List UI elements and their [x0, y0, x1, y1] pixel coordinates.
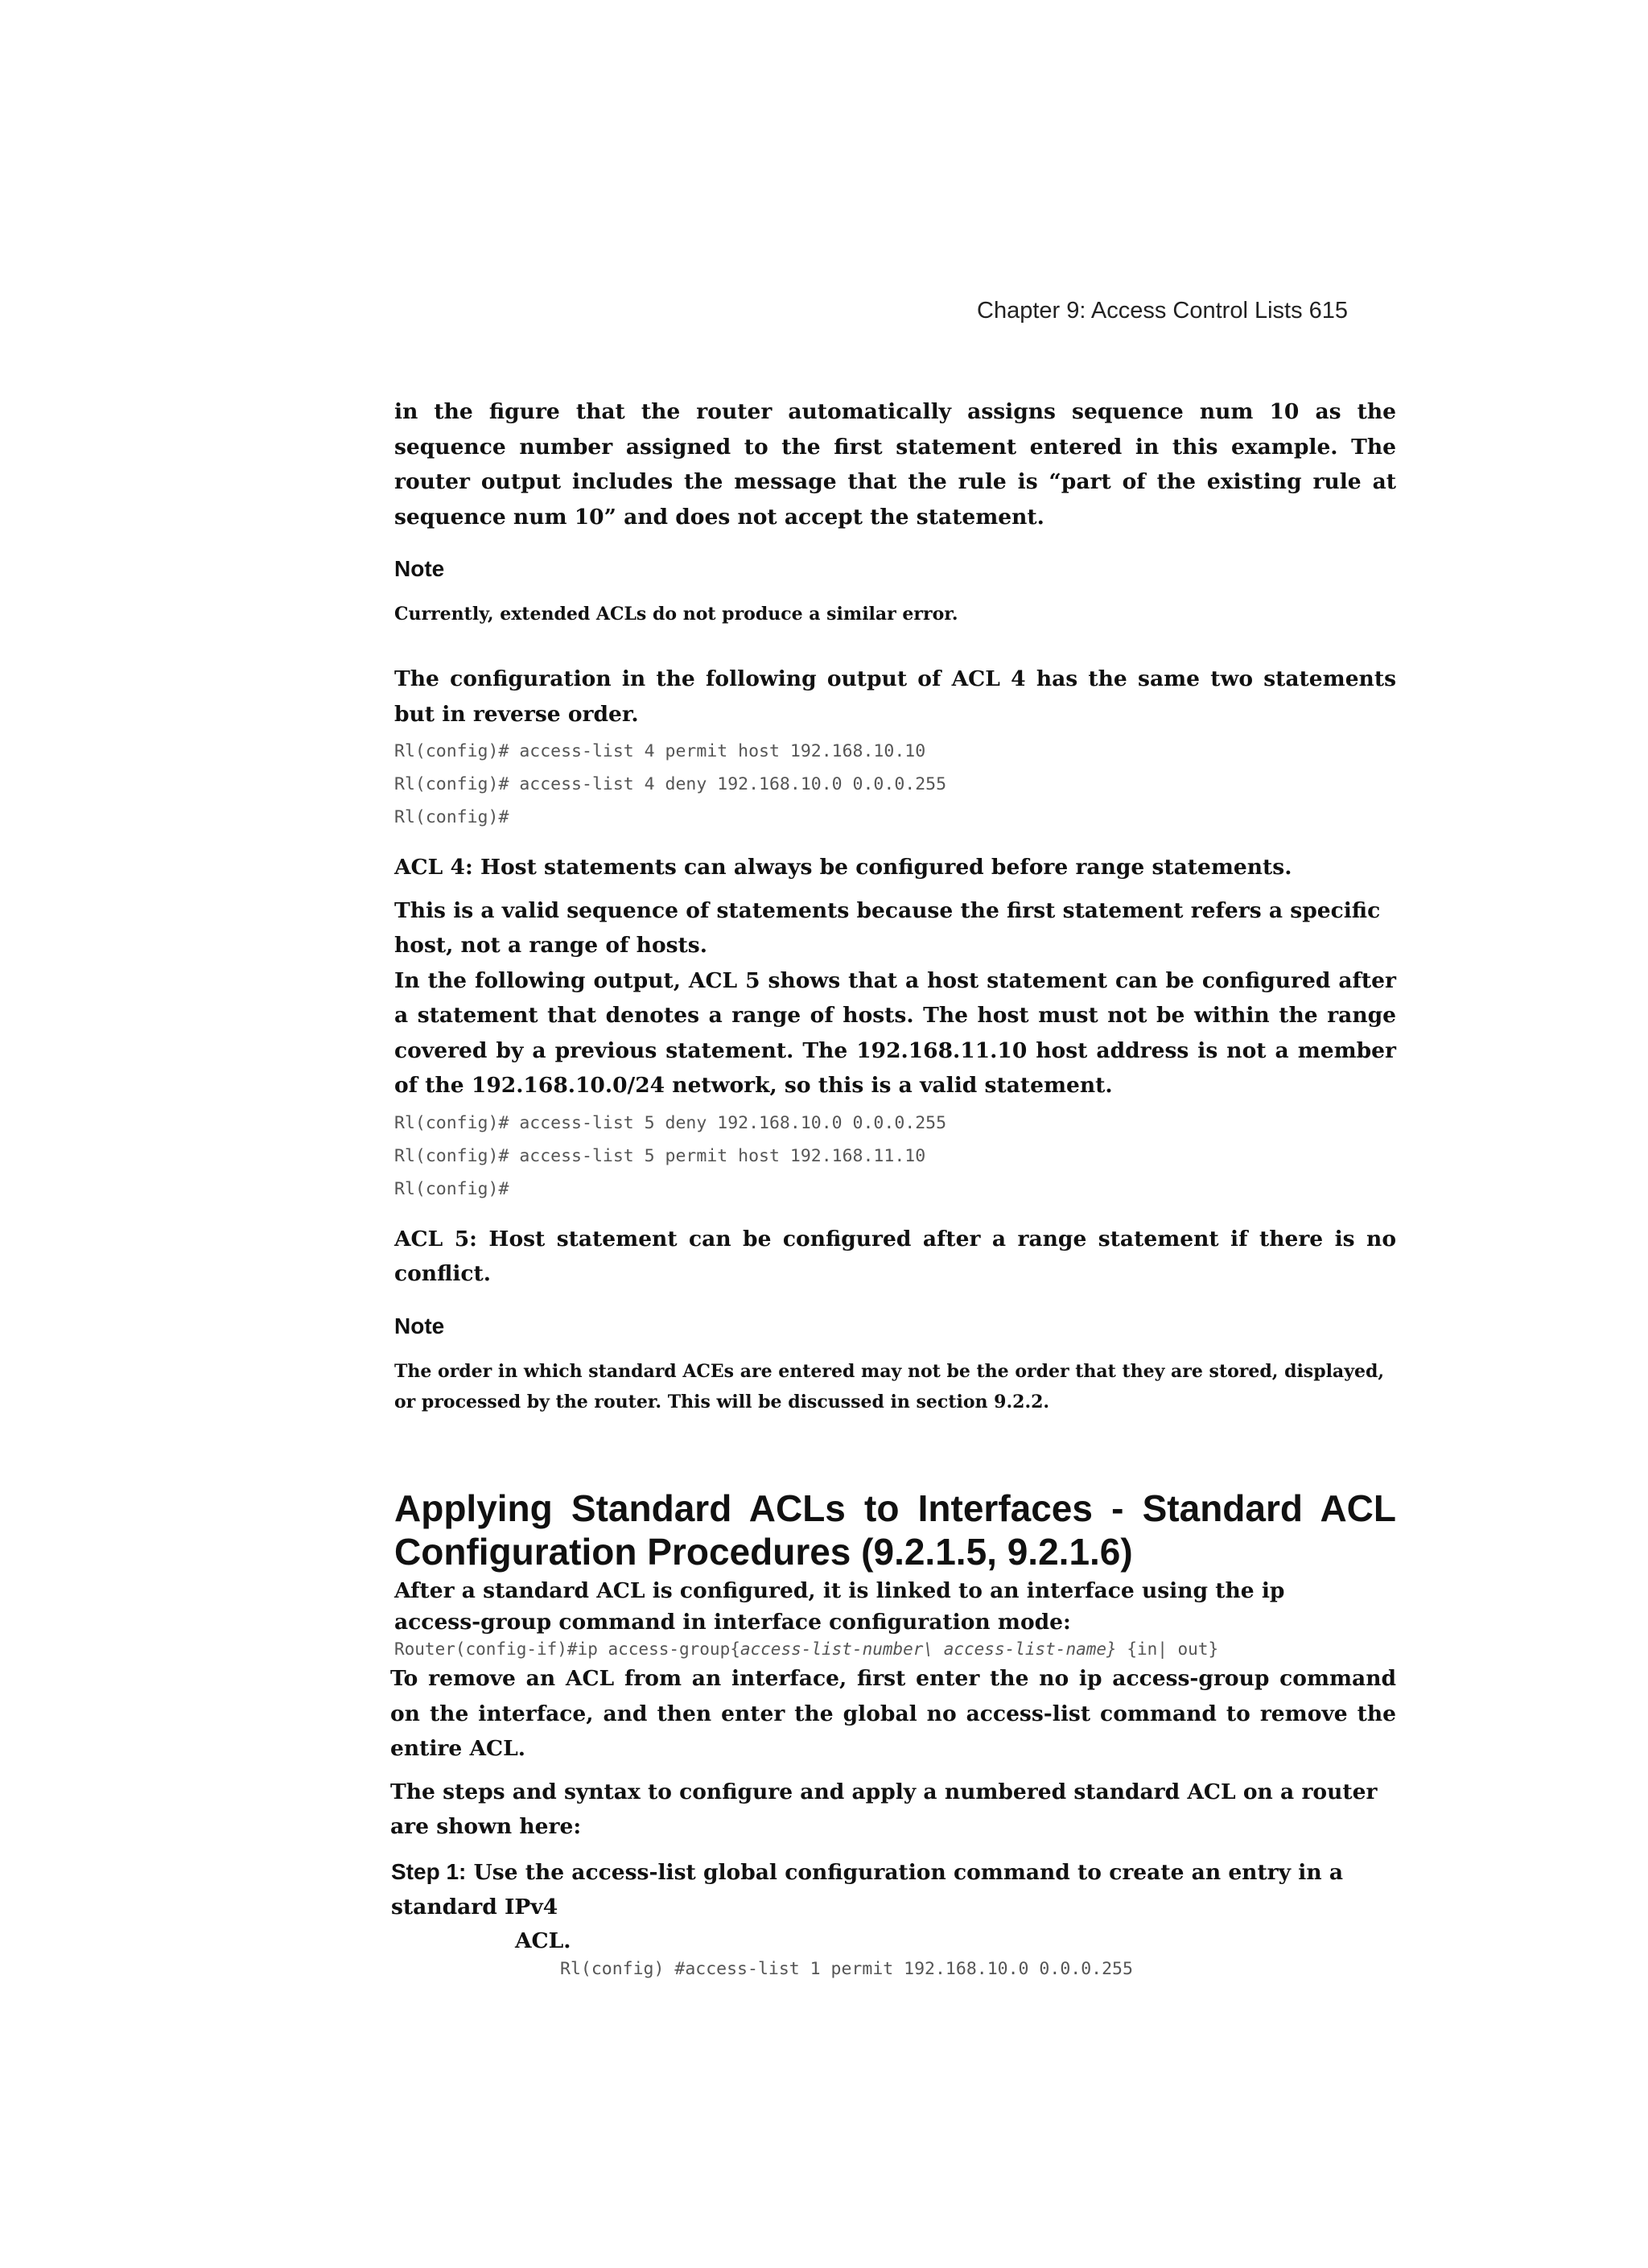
syntax-prefix: Router(config-if)#ip access-group{ — [394, 1639, 740, 1659]
code-line: Rl(config)# access-list 5 deny 192.168.10.0 0.0.0.255 — [394, 1112, 947, 1133]
acl5-code-block — [394, 1107, 1396, 1206]
running-head: Chapter 9: Access Control Lists 615 — [977, 298, 1349, 324]
acl4-caption: ACL 4: Host statements can always be configured before range statements. — [394, 855, 1292, 880]
code-line: Rl(config)# — [394, 1178, 509, 1199]
acl5-caption: ACL 5: Host statement can be configured after a range statement if there is no conflict. — [394, 1226, 1396, 1286]
acl4-explanation: This is a valid sequence of statements because the first statement refers a specific host, not a range of hosts. — [394, 897, 1381, 958]
page-content — [390, 394, 1396, 1981]
section-heading: Applying Standard ACLs to Interfaces - Standard ACL Configuration Procedures (9.2.1.5, 9.2.1.6) — [394, 1487, 1396, 1573]
code-line: Rl(config)# access-list 5 permit host 192.168.11.10 — [394, 1145, 926, 1166]
step-label: Step 1: — [391, 1858, 467, 1884]
syntax-suffix: {in| out} — [1116, 1639, 1219, 1659]
note-label: Note — [394, 1313, 445, 1338]
syntax-argument: access-list-number\ access-list-name} — [740, 1639, 1117, 1659]
step-code: Rl(config) #access-list 1 permit 192.168.10.0 0.0.0.255 — [560, 1958, 1133, 1979]
acl5-intro-paragraph: In the following output, ACL 5 shows that a host statement can be configured after a statement that denotes a range of hosts. The host must not be within the range covered by a previous statement. The 192.168.11.10 host address is not a member of the 192.168.10.0/24 network, so this is a valid statement. — [394, 967, 1396, 1098]
steps-intro-paragraph: The steps and syntax to configure and apply a numbered standard ACL on a router are shown here: — [390, 1779, 1378, 1839]
note-text: Currently, extended ACLs do not produce a similar error. — [394, 604, 958, 625]
step-1 — [391, 1854, 1396, 1925]
code-line: Rl(config)# access-list 4 deny 192.168.10.0 0.0.0.255 — [394, 774, 947, 794]
code-line: Rl(config)# access-list 4 permit host 192.168.10.10 — [394, 741, 926, 761]
command-syntax — [394, 1637, 1396, 1661]
step-continuation: ACL. — [515, 1928, 571, 1953]
code-line: Rl(config)# — [394, 807, 509, 827]
step-text: Use the access-list global configuration command to create an entry in a standard IPv4 — [391, 1859, 1343, 1920]
remove-acl-paragraph: To remove an ACL from an interface, first enter the no ip access-group command on the interface, and then enter the global no access-list command to remove the entire ACL. — [390, 1666, 1396, 1761]
note-label: Note — [394, 556, 445, 581]
section-paragraph-line: access-group command in interface configuration mode: — [394, 1610, 1071, 1635]
acl4-intro-paragraph: The configuration in the following output of ACL 4 has the same two statements but in reverse order. — [394, 666, 1396, 727]
acl4-code-block — [394, 735, 1396, 834]
intro-paragraph: in the figure that the router automatically assigns sequence num 10 as the sequence number assigned to the first statement entered in this example. The router output includes the message that the rule is “part of the existing rule at sequence num 10” and does not accept the statement. — [394, 399, 1396, 530]
note-text: The order in which standard ACEs are entered may not be the order that they are stored, displayed, or processed by the router. This will be discussed in section 9.2.2. — [394, 1360, 1385, 1412]
section-paragraph-line: After a standard ACL is configured, it is linked to an interface using the ip — [394, 1577, 1285, 1603]
